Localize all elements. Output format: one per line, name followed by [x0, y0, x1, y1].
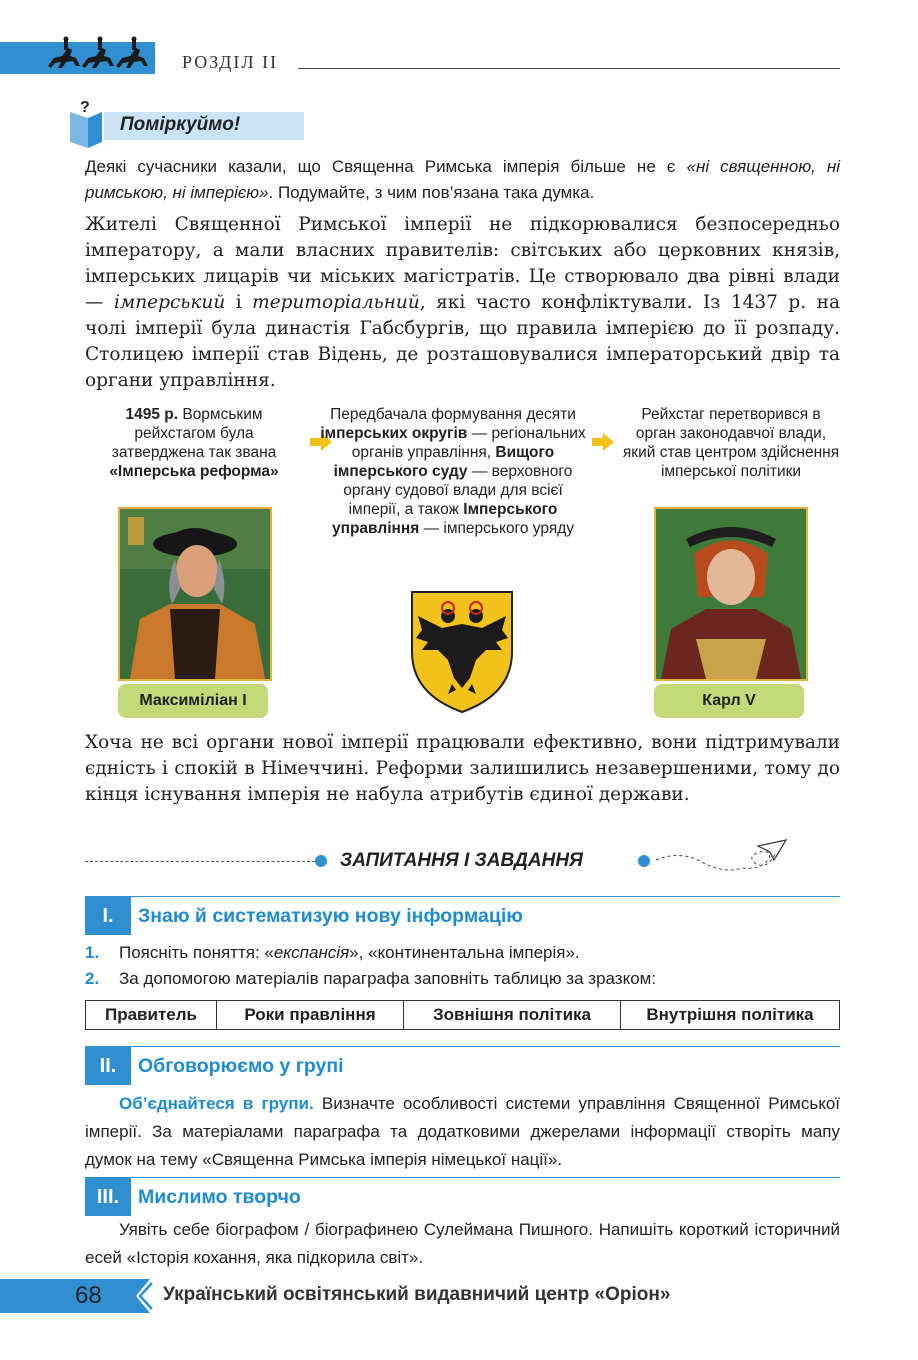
- question-book-icon: [68, 100, 104, 150]
- blue-dot-icon: [315, 855, 327, 867]
- section-3-title: Мислимо творчо: [138, 1186, 301, 1208]
- think-title: Поміркуймо!: [120, 114, 241, 135]
- paper-plane-icon: [650, 838, 790, 878]
- section-3-number: III.: [85, 1178, 131, 1216]
- section-3-rule: [85, 1177, 840, 1178]
- scheme-column-reichstag: Рейхстаг перетворився в орган законодавчої влади, який став центром здійснення імперської політики: [622, 406, 840, 480]
- svg-text:?: ?: [80, 100, 90, 116]
- scheme-column-reform: 1495 р. Вормським рейхстагом була затверджена так звана «Імперська реформа»: [109, 406, 279, 480]
- section-1-rule: [85, 896, 840, 897]
- page-number: 68: [75, 1282, 102, 1309]
- charles-v-caption: Карл V: [654, 684, 804, 718]
- questions-title: ЗАПИТАННЯ І ЗАВДАННЯ: [340, 850, 583, 871]
- section-1-title: Знаю й систематизую нову інформацію: [138, 905, 523, 927]
- arrow-right-icon: [592, 433, 614, 451]
- horse-riders-icon: [42, 36, 152, 76]
- body-paragraph-2: Хоча не всі органи нової імперії працювали ефективно, вони підтримували єдність і спокій в Німеччині. Реформи залишились незавершеними, тому до кінця існування імперія не набула атрибутів єдиної держави.: [85, 732, 840, 805]
- chevron-left-icon: [128, 1279, 158, 1313]
- maximilian-caption: Максиміліан І: [118, 684, 268, 718]
- maximilian-portrait: [118, 507, 272, 681]
- section-3-text: Уявіть себе біографом / біографинею Сулеймана Пишного. Напишіть короткий історичний есей «Історія кохання, яка підкорила світ».: [85, 1220, 840, 1267]
- table-header-row: [86, 1001, 840, 1030]
- table-header-cell: Зовнішня політика: [404, 1001, 621, 1030]
- scheme-column-institutions: Передбачала формування десяти імперських округів — регіональних органів управління, Вищого імперського суду — верховного органу судової влади для всієї імперії, а також Імперського управління — імперського уряду: [320, 406, 586, 537]
- sample-table: [85, 1000, 840, 1030]
- table-header-cell: Внутрішня політика: [621, 1001, 840, 1030]
- task-1: 1. Поясніть поняття: «експансія», «континентальна імперія».: [85, 943, 580, 962]
- header-rule: [298, 68, 840, 69]
- imperial-eagle-coat-of-arms: [408, 588, 516, 716]
- think-text: Деякі сучасники казали, що Священна Римська імперія більше не є «ні священною, ні римською, ні імперією». Подумайте, з чим пов’язана така думка.: [85, 157, 841, 202]
- section-1-number: I.: [85, 897, 131, 935]
- charles-v-portrait: [654, 507, 808, 681]
- table-header-cell: Роки правління: [217, 1001, 404, 1030]
- publisher-name: Український освітянський видавничий центр «Оріон»: [163, 1284, 671, 1305]
- section-2-title: Обговорюємо у групі: [138, 1055, 344, 1077]
- section-2-rule: [85, 1046, 840, 1047]
- questions-divider-left: [85, 861, 315, 862]
- section-2-number: II.: [85, 1047, 131, 1085]
- task-2: 2. За допомогою матеріалів параграфа заповніть таблицю за зразком:: [85, 969, 657, 988]
- table-header-cell: Правитель: [86, 1001, 217, 1030]
- blue-dot-icon: [638, 855, 650, 867]
- section-label: РОЗДІЛ II: [182, 52, 279, 72]
- body-paragraph-1: Жителі Священної Римської імперії не підкорювалися безпосередньо імператору, а мали власних правителів: світських або церковних князів, імперських лицарів чи міських магістратів. Це створювало два рівні влади — імперський і територіальний, які часто конфліктували. Із 1437 р. на чолі імперії була династія Габсбургів, що правила імперією до її розпаду. Столицею імперії став Відень, де розташовувалися імператорський двір та органи управління.: [85, 214, 840, 391]
- section-2-text: Об’єднайтеся в групи. Визначте особливості системи управління Священної Римської імперії. За матеріалами параграфа та додатковими джерелами інформації створіть мапу думок на тему «Священна Римська імперія німецької нації».: [85, 1094, 840, 1169]
